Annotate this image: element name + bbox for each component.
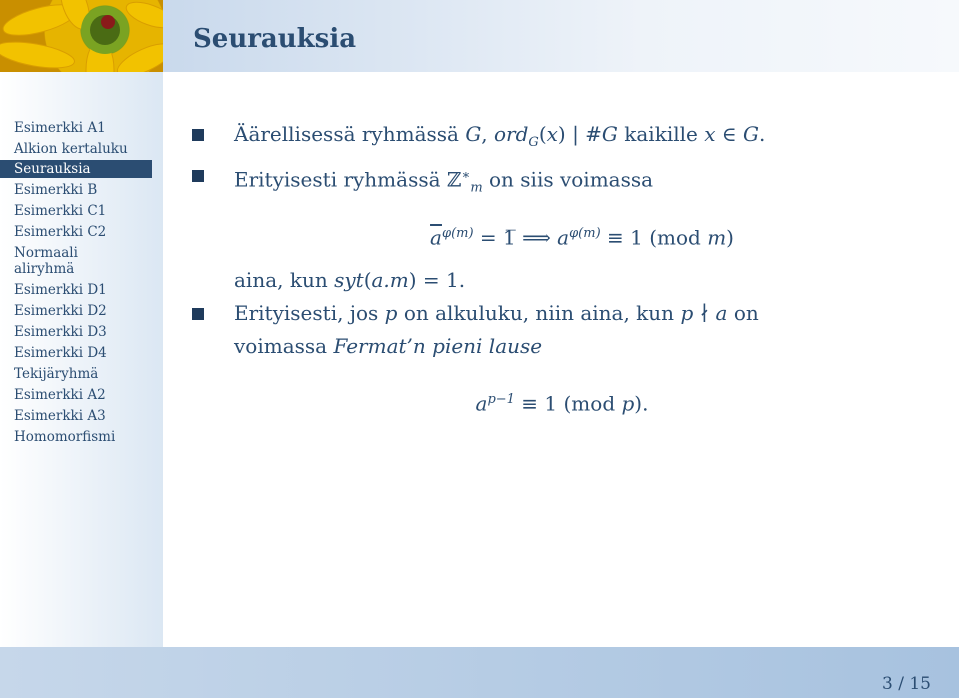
bullet-item-3 bbox=[192, 297, 932, 363]
slide-content bbox=[192, 118, 932, 431]
math: x bbox=[704, 122, 716, 146]
math: $\overline{a}$ bbox=[430, 225, 442, 250]
continuation-text bbox=[192, 264, 932, 297]
text: Erityisesti ryhmässä ℤ bbox=[234, 167, 462, 192]
math-superscript: φ(m) bbox=[569, 225, 601, 241]
footer-bar bbox=[0, 647, 959, 698]
math: m bbox=[707, 225, 727, 250]
text: kaikille bbox=[617, 122, 705, 146]
math: ≡ 1 (mod bbox=[600, 225, 708, 250]
sidebar-item-esimerkki-d3[interactable]: Esimerkki D3 bbox=[14, 324, 107, 340]
sidebar-item-homomorfismi[interactable]: Homomorfismi bbox=[14, 429, 116, 445]
sidebar-item-esimerkki-a1[interactable]: Esimerkki A1 bbox=[14, 120, 106, 136]
sidebar-item-seurauksia[interactable]: Seurauksia bbox=[0, 160, 152, 178]
math-subscript: m bbox=[470, 180, 483, 196]
bullet-item-1 bbox=[192, 118, 932, 159]
sidebar-item-esimerkki-d4[interactable]: Esimerkki D4 bbox=[14, 345, 107, 361]
math: a bbox=[557, 225, 570, 250]
text: Äärellisessä ryhmässä bbox=[234, 122, 466, 146]
sidebar-item-esimerkki-d1[interactable]: Esimerkki D1 bbox=[14, 282, 107, 298]
text: ( bbox=[363, 268, 372, 293]
math: G bbox=[465, 122, 482, 146]
sidebar-item-esimerkki-a3[interactable]: Esimerkki A3 bbox=[14, 408, 106, 424]
sidebar-item-esimerkki-c1[interactable]: Esimerkki C1 bbox=[14, 203, 107, 219]
math: syt bbox=[334, 268, 364, 293]
math: a bbox=[715, 301, 728, 326]
sidebar bbox=[0, 72, 163, 647]
text: ) | # bbox=[557, 122, 602, 146]
math: = 1̅ ⟹ bbox=[473, 225, 558, 250]
sidebar-item-esimerkki-d2[interactable]: Esimerkki D2 bbox=[14, 303, 107, 319]
frame-header bbox=[163, 0, 959, 72]
flower-logo bbox=[0, 0, 163, 72]
text: on bbox=[727, 301, 759, 326]
math: p bbox=[384, 301, 398, 326]
math-superscript: ∗ bbox=[461, 168, 471, 183]
sidebar-item-tekijaryhma[interactable]: Tekijäryhmä bbox=[14, 366, 99, 382]
math: G bbox=[601, 122, 618, 146]
math-subscript: G bbox=[528, 135, 539, 150]
text: on siis voimassa bbox=[482, 167, 654, 192]
text: voimassa bbox=[234, 334, 334, 359]
equation-1 bbox=[192, 217, 932, 255]
math: G bbox=[743, 122, 760, 146]
sidebar-item-esimerkki-c2[interactable]: Esimerkki C2 bbox=[14, 224, 107, 240]
math: p bbox=[680, 301, 694, 326]
theorem-name: Fermat’n pieni lause bbox=[333, 334, 543, 359]
square-bullet-icon bbox=[192, 129, 204, 141]
math: ). bbox=[634, 391, 649, 416]
math: ∤ bbox=[693, 301, 716, 326]
section-nav bbox=[0, 118, 163, 448]
math: a bbox=[475, 391, 488, 416]
text: on alkuluku, niin aina, kun bbox=[397, 301, 681, 326]
page-number: 3 / 15 bbox=[882, 674, 931, 694]
text: . bbox=[759, 122, 766, 146]
text: ∈ bbox=[715, 122, 744, 146]
page-title: Seurauksia bbox=[193, 24, 357, 54]
square-bullet-icon bbox=[192, 308, 204, 320]
math: ) bbox=[726, 225, 734, 250]
math: p bbox=[621, 391, 635, 416]
square-bullet-icon bbox=[192, 170, 204, 182]
equation-2 bbox=[192, 383, 932, 421]
text: ( bbox=[538, 122, 547, 146]
text: , bbox=[481, 122, 495, 146]
math: a.m bbox=[371, 268, 409, 293]
text: ) = 1. bbox=[408, 268, 466, 293]
math: x bbox=[546, 122, 558, 146]
math: ord bbox=[494, 122, 529, 146]
sidebar-item-esimerkki-a2[interactable]: Esimerkki A2 bbox=[14, 387, 106, 403]
text: Erityisesti, jos bbox=[234, 301, 385, 326]
sidebar-item-normaali-aliryhma[interactable]: Normaali aliryhmä bbox=[14, 245, 78, 277]
text: aina, kun bbox=[234, 268, 335, 293]
math-superscript: p−1 bbox=[487, 392, 515, 408]
sidebar-item-esimerkki-b[interactable]: Esimerkki B bbox=[14, 182, 98, 198]
sidebar-item-alkion-kertaluku[interactable]: Alkion kertaluku bbox=[14, 141, 128, 157]
math: ≡ 1 (mod bbox=[514, 391, 622, 416]
math-superscript: φ(m) bbox=[441, 225, 474, 241]
bullet-item-2 bbox=[192, 159, 932, 205]
